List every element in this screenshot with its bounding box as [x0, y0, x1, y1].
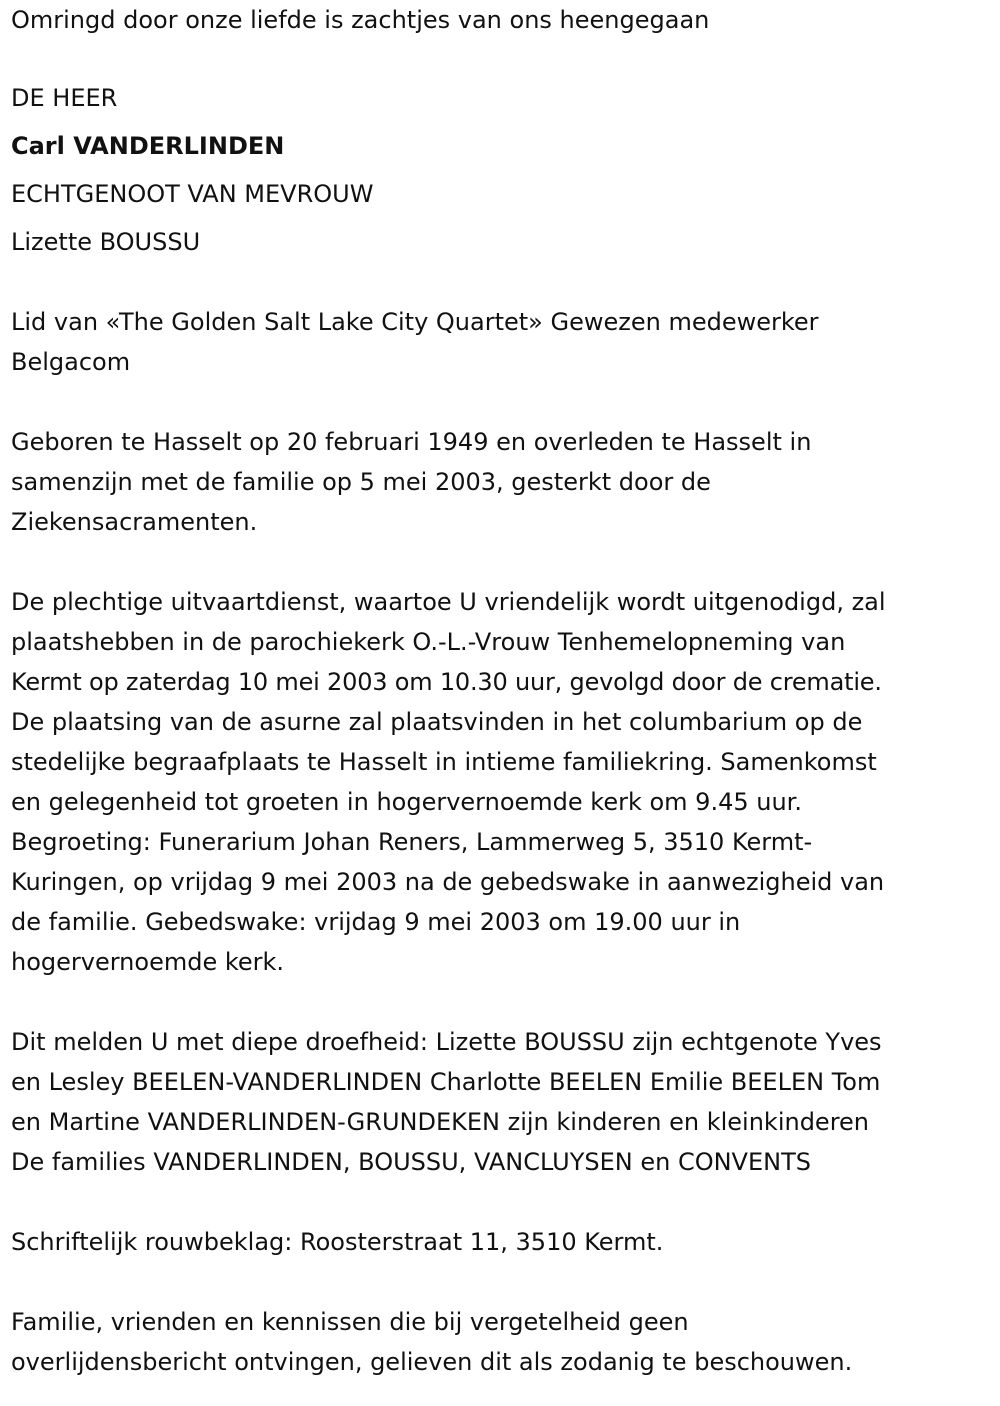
funeral-paragraph [11, 582, 993, 982]
birth-death-paragraph [11, 422, 993, 542]
spacer [11, 118, 993, 126]
spacer [11, 1182, 993, 1222]
spacer [11, 262, 993, 302]
title-prefix: DE HEER [11, 84, 118, 112]
spacer [11, 542, 993, 582]
text-line: en gelegenheid tot groeten in hogervernoemde kerk om 9.45 uur. [11, 788, 802, 816]
announcers-paragraph [11, 1022, 993, 1182]
text-line: de familie. Gebedswake: vrijdag 9 mei 2003 om 19.00 uur in [11, 908, 741, 936]
text-line: en Lesley BEELEN-VANDERLINDEN Charlotte BEELEN Emilie BEELEN Tom [11, 1068, 881, 1096]
spacer [11, 214, 993, 222]
spacer [11, 40, 993, 80]
death-notice [11, 0, 993, 1382]
spacer [11, 1262, 993, 1302]
text-line: Ziekensacramenten. [11, 508, 258, 536]
text-line: Lid van «The Golden Salt Lake City Quartet» Gewezen medewerker [11, 308, 819, 336]
spacer [11, 166, 993, 174]
text-line: Begroeting: Funerarium Johan Reners, Lammerweg 5, 3510 Kermt- [11, 828, 813, 856]
text-line: Belgacom [11, 348, 131, 376]
spouse-name: Lizette BOUSSU [11, 228, 201, 256]
deceased-name: Carl VANDERLINDEN [11, 132, 285, 160]
text-line: De families VANDERLINDEN, BOUSSU, VANCLUYSEN en CONVENTS [11, 1148, 811, 1176]
condolence-address: Schriftelijk rouwbeklag: Roosterstraat 11, 3510 Kermt. [11, 1228, 664, 1256]
text-line: hogervernoemde kerk. [11, 948, 285, 976]
text-line: stedelijke begraafplaats te Hasselt in intieme familiekring. Samenkomst [11, 748, 877, 776]
spacer [11, 982, 993, 1022]
text-line: Kermt op zaterdag 10 mei 2003 om 10.30 uur, gevolgd door de crematie. [11, 668, 882, 696]
text-line: overlijdensbericht ontvingen, gelieven dit als zodanig te beschouwen. [11, 1348, 853, 1376]
closing-paragraph [11, 1302, 993, 1382]
text-line: Geboren te Hasselt op 20 februari 1949 en overleden te Hasselt in [11, 428, 812, 456]
text-line: plaatshebben in de parochiekerk O.-L.-Vrouw Tenhemelopneming van [11, 628, 846, 656]
text-line: De plechtige uitvaartdienst, waartoe U vriendelijk wordt uitgenodigd, zal [11, 588, 886, 616]
spacer [11, 382, 993, 422]
intro-line: Omringd door onze liefde is zachtjes van ons heengegaan [11, 6, 710, 34]
text-line: Familie, vrienden en kennissen die bij vergetelheid geen [11, 1308, 689, 1336]
text-line: Kuringen, op vrijdag 9 mei 2003 na de gebedswake in aanwezigheid van [11, 868, 885, 896]
membership-paragraph [11, 302, 993, 382]
text-line: De plaatsing van de asurne zal plaatsvinden in het columbarium op de [11, 708, 863, 736]
spouse-label: ECHTGENOOT VAN MEVROUW [11, 180, 374, 208]
text-line: samenzijn met de familie op 5 mei 2003, gesterkt door de [11, 468, 711, 496]
text-line: Dit melden U met diepe droefheid: Lizette BOUSSU zijn echtgenote Yves [11, 1028, 882, 1056]
text-line: en Martine VANDERLINDEN-GRUNDEKEN zijn kinderen en kleinkinderen [11, 1108, 870, 1136]
